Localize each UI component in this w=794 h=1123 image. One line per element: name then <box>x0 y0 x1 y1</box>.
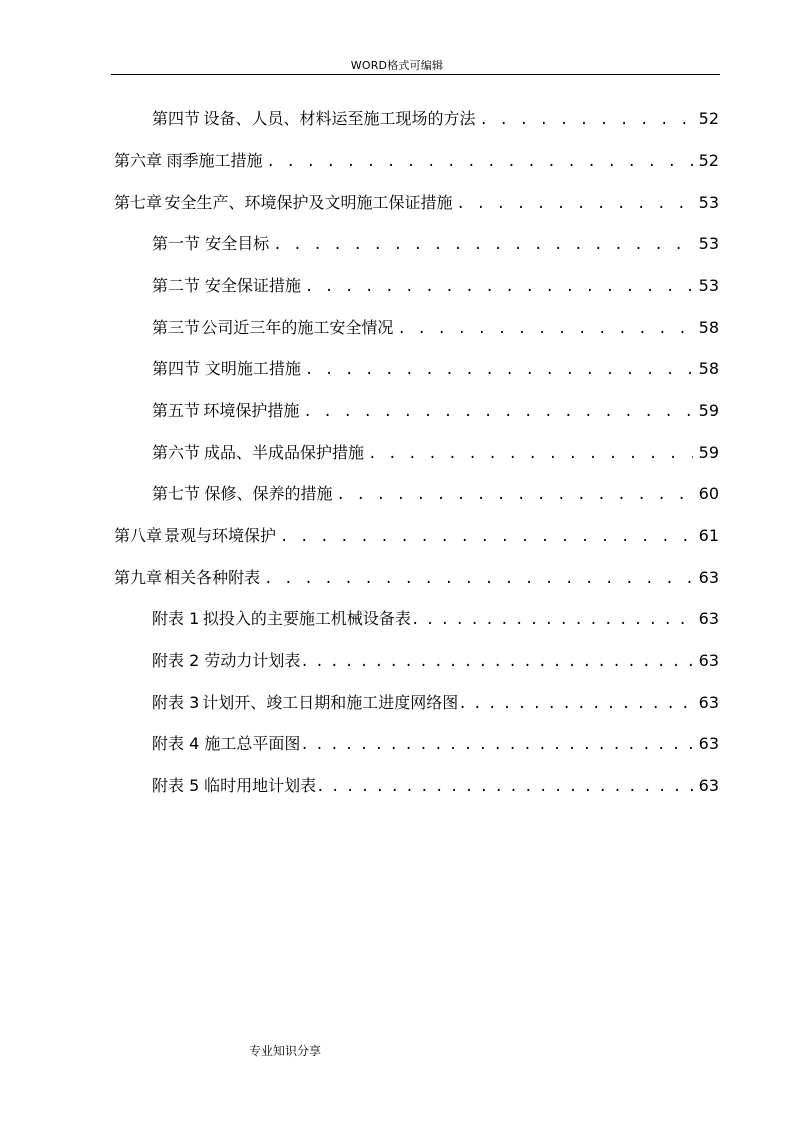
toc-entry-number: 附表 4 <box>152 734 200 753</box>
toc-entry-page: 58 <box>698 318 719 337</box>
toc-dot-leader <box>316 779 693 795</box>
toc-entry-page: 61 <box>698 526 719 545</box>
toc-entry-page: 52 <box>698 109 719 128</box>
toc-entry-title: 施工总平面图 <box>204 734 301 753</box>
toc-entry-page: 53 <box>698 276 719 295</box>
toc-entry-title: 相关各种附表 <box>164 568 261 587</box>
toc-entry[interactable] <box>152 398 719 422</box>
toc-entry-title: 成品、半成品保护措施 <box>204 443 365 462</box>
toc-entry[interactable] <box>114 565 719 589</box>
header-divider <box>111 74 720 75</box>
toc-entry[interactable] <box>114 148 719 172</box>
toc-entry-number: 第三节 <box>152 318 201 337</box>
toc-entry-number: 第四节 <box>152 109 201 128</box>
toc-entry-page: 63 <box>698 651 719 670</box>
toc-entry[interactable] <box>152 106 719 130</box>
toc-entry-page: 52 <box>698 151 719 170</box>
toc-entry-title: 临时用地计划表 <box>204 776 317 795</box>
toc-entry-title: 设备、人员、材料运至施工现场的方法 <box>203 109 476 128</box>
toc-entry-number: 第八章 <box>114 526 163 545</box>
toc-entry[interactable] <box>152 773 719 797</box>
toc-dot-leader <box>480 112 694 128</box>
toc-dot-leader <box>305 362 693 378</box>
toc-entry-title: 安全生产、环境保护及文明施工保证措施 <box>164 193 453 212</box>
toc-entry-number: 第四节 <box>152 359 201 378</box>
toc-entry-title: 保修、保养的措施 <box>204 484 333 503</box>
toc-entry[interactable] <box>152 606 719 630</box>
toc-entry-title: 景观与环境保护 <box>163 526 276 545</box>
toc-entry-title: 环境保护措施 <box>203 401 300 420</box>
toc-dot-leader <box>397 321 693 337</box>
toc-entry-page: 58 <box>698 359 719 378</box>
toc-dot-leader <box>267 154 693 170</box>
toc-entry[interactable] <box>152 273 719 297</box>
toc-dot-leader <box>336 487 693 503</box>
toc-entry[interactable] <box>152 481 719 505</box>
toc-dot-leader <box>457 196 693 212</box>
toc-entry-page: 63 <box>698 776 719 795</box>
toc-dot-leader <box>280 529 693 545</box>
toc-entry-number: 第七章 <box>114 193 163 212</box>
toc-entry-title: 雨季施工措施 <box>166 151 263 170</box>
toc-entry-page: 53 <box>698 234 719 253</box>
toc-entry-page: 63 <box>698 568 719 587</box>
toc-entry-page: 63 <box>698 693 719 712</box>
toc-entry-number: 附表 2 <box>152 651 200 670</box>
toc-entry-number: 第六节 <box>152 443 201 462</box>
toc-dot-leader <box>368 446 693 462</box>
toc-entry-title: 劳动力计划表 <box>204 651 301 670</box>
toc-entry-number: 第一节 <box>152 234 201 253</box>
toc-entry-number: 附表 5 <box>152 776 200 795</box>
toc-entry-number: 第五节 <box>152 401 201 420</box>
toc-entry-page: 53 <box>698 193 719 212</box>
toc-dot-leader <box>300 654 693 670</box>
toc-entry-page: 59 <box>698 443 719 462</box>
toc-entry[interactable] <box>114 190 719 214</box>
toc-entry-number: 第二节 <box>152 276 201 295</box>
toc-entry[interactable] <box>152 731 719 755</box>
toc-entry-number: 第七节 <box>152 484 201 503</box>
toc-entry[interactable] <box>152 440 719 464</box>
toc-entry[interactable] <box>152 648 719 672</box>
toc-dot-leader <box>305 279 693 295</box>
page-footer: 专业知识分享 <box>249 1044 322 1058</box>
toc-entry-page: 63 <box>698 609 719 628</box>
toc-entry-title: 计划开、竣工日期和施工进度网络图 <box>202 693 459 712</box>
toc-entry[interactable] <box>152 231 719 255</box>
toc-entry[interactable] <box>152 690 719 714</box>
toc-entry-page: 60 <box>698 484 719 503</box>
toc-entry-title: 安全保证措施 <box>204 276 301 295</box>
toc-entry-title: 拟投入的主要施工机械设备表 <box>202 609 411 628</box>
toc-entry-title: 安全目标 <box>205 234 270 253</box>
toc-entry-page: 63 <box>698 734 719 753</box>
toc-dot-leader <box>273 237 693 253</box>
toc-entry-title: 文明施工措施 <box>204 359 301 378</box>
toc-entry-title: 公司近三年的施工安全情况 <box>201 318 394 337</box>
page-header: WORD格式可编辑 <box>350 59 444 72</box>
toc-entry[interactable] <box>114 523 719 547</box>
toc-dot-leader <box>300 737 693 753</box>
toc-entry-number: 附表 3 <box>152 693 200 712</box>
toc-entry-page: 59 <box>698 401 719 420</box>
toc-dot-leader <box>264 571 693 587</box>
toc-entry-number: 第九章 <box>114 568 163 587</box>
toc-entry[interactable] <box>152 356 719 380</box>
toc-entry-number: 第六章 <box>114 151 163 170</box>
toc-dot-leader <box>411 612 693 628</box>
toc-entry-number: 附表 1 <box>152 609 200 628</box>
toc-dot-leader <box>458 696 693 712</box>
toc-entry[interactable] <box>152 315 719 339</box>
toc-dot-leader <box>303 404 693 420</box>
